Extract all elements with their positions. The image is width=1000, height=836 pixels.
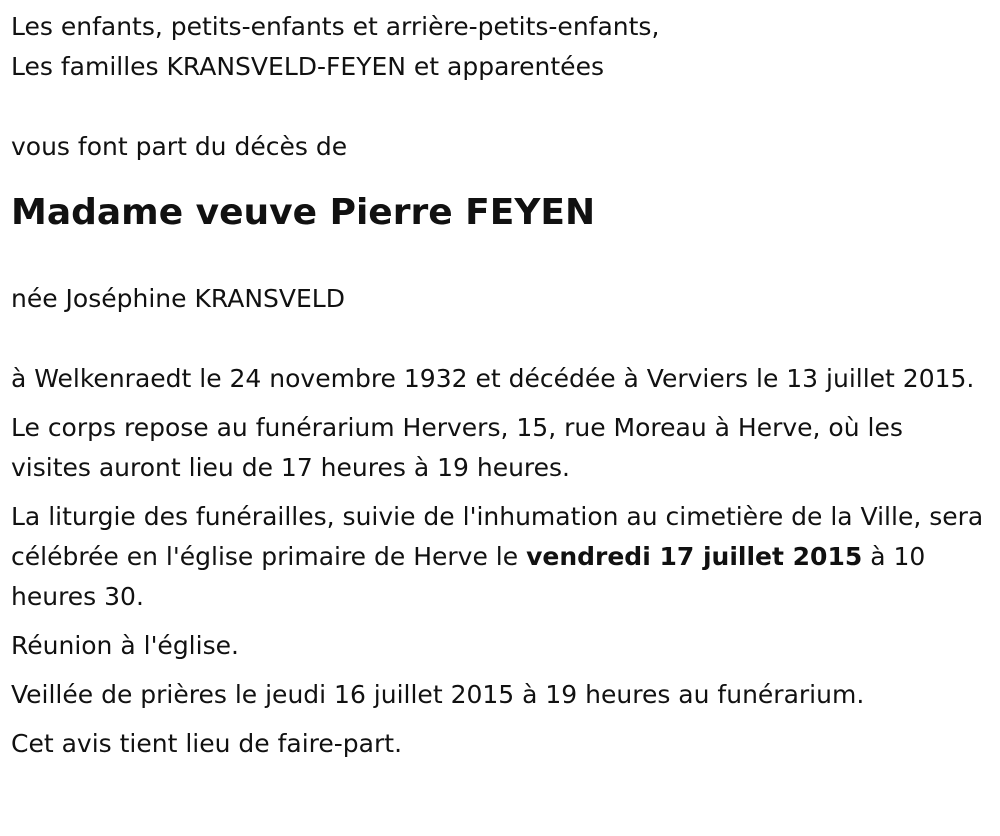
vigil-paragraph: Veillée de prières le jeudi 16 juillet 2015 à 19 heures au funérarium. [11, 680, 865, 709]
closing-paragraph: Cet avis tient lieu de faire-part. [11, 729, 403, 758]
spacer [11, 319, 989, 359]
liturgy-text-before: La liturgie des funérailles, suivie de l'inhumation au cimetière de la Ville, sera célébrée en l'église primaire de Herve le [11, 502, 984, 571]
viewing-paragraph: Le corps repose au funérarium Hervers, 15, rue Moreau à Herve, où les visites auront lieu de 17 heures à 19 heures. [11, 413, 903, 482]
liturgy-text-after: à 10 heures 30. [11, 542, 926, 611]
birth-death-paragraph: à Welkenraedt le 24 novembre 1932 et décédée à Verviers le 13 juillet 2015. [11, 364, 975, 393]
deceased-name: Madame veuve Pierre FEYEN [11, 192, 596, 233]
maiden-name: née Joséphine KRANSVELD [11, 284, 345, 313]
meeting-paragraph: Réunion à l'église. [11, 631, 239, 660]
announcement-text: vous font part du décès de [11, 132, 348, 161]
liturgy-date: vendredi 17 juillet 2015 [526, 542, 863, 571]
intro-line-1: Les enfants, petits-enfants et arrière-petits-enfants, [11, 12, 660, 41]
intro-line-2: Les familles KRANSVELD-FEYEN et apparentées [11, 52, 604, 81]
spacer [11, 87, 989, 127]
liturgy-paragraph [11, 497, 989, 617]
